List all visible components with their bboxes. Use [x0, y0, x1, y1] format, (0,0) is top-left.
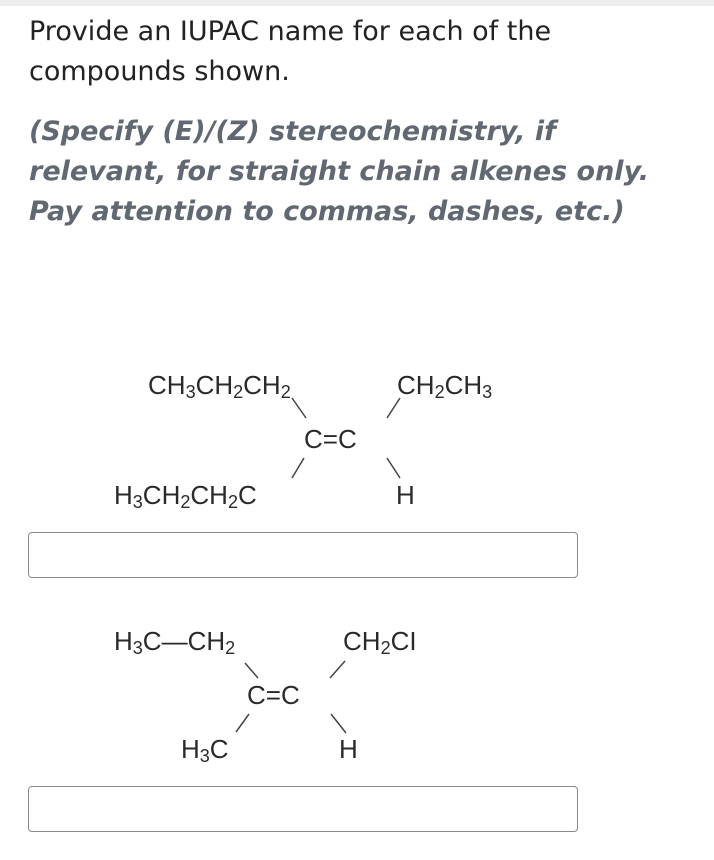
compound-1-top-right-group: $CH_2CH_3$	[397, 370, 493, 402]
compound-2-double-bond: C=C	[247, 680, 300, 710]
compound-2-top-left-group: $H_3C—CH_2$	[114, 626, 236, 658]
question-prompt: Provide an IUPAC name for each of the compounds shown.	[29, 16, 552, 87]
compound-1-double-bond: C=C	[304, 424, 357, 454]
compound-2-answer-input[interactable]	[28, 786, 578, 832]
compound-2-top-right-group: $CH_2CI$	[343, 626, 417, 658]
compound-2-bottom-left-group: $H_3C$	[181, 734, 229, 766]
compound-1-bottom-right-group: H	[396, 480, 415, 510]
question-hint: (Specify (E)/(Z) stereochemistry, if relevant, for straight chain alkenes only. Pay attention to commas, dashes, etc.)	[29, 116, 649, 227]
compound-1-top-left-group: $CH_3CH_2CH_2$	[148, 370, 291, 402]
compound-2-bottom-right-group: H	[339, 734, 358, 764]
compound-1-bottom-left-group: $H_3CH_2CH_2C$	[114, 480, 257, 512]
